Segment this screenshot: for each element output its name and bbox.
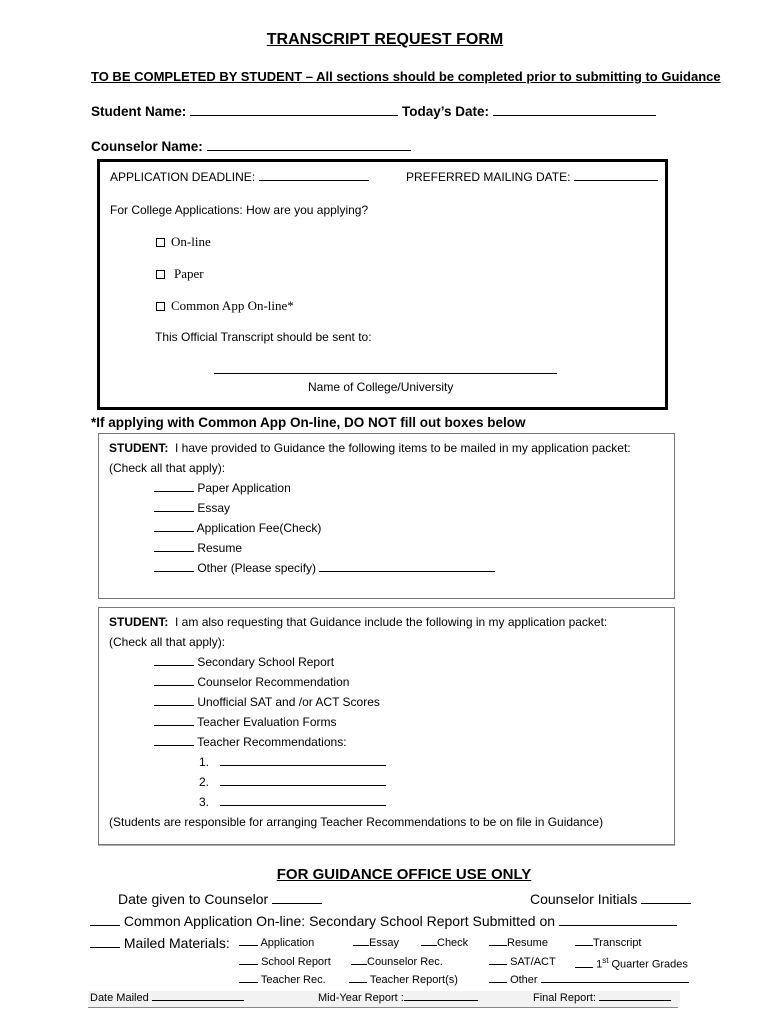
submitted-on-field[interactable] (559, 924, 677, 926)
box2-item-application-fee[interactable] (154, 521, 321, 535)
gm-label: Teacher Rec. (260, 974, 326, 986)
box3-item-secondary-report[interactable] (154, 655, 334, 669)
final-report-row (533, 992, 671, 1004)
teacher-rec-2[interactable] (199, 775, 386, 789)
date-mailed-label: Date Mailed (90, 992, 149, 1004)
box3-student-label: STUDENT: (109, 615, 169, 629)
teacher-rec-1-field[interactable] (220, 764, 386, 766)
gm-label: Resume (507, 937, 548, 949)
box2-check-all: (Check all that apply): (109, 461, 226, 475)
box2-blank[interactable] (154, 570, 194, 572)
box3-blank[interactable] (154, 744, 194, 746)
box2-item-other[interactable] (154, 561, 495, 575)
gm-label: Other (510, 974, 538, 986)
box2-item-resume[interactable] (154, 541, 242, 555)
box3-item-sat-act[interactable] (154, 695, 380, 709)
gm-blank[interactable] (575, 966, 593, 968)
counselor-initials-field[interactable] (641, 902, 691, 904)
other-specify-field[interactable] (319, 570, 495, 572)
gm-teacher-rec[interactable] (239, 974, 326, 986)
box2-blank[interactable] (154, 530, 194, 532)
gm-label: Transcript (593, 937, 642, 949)
gm-label: Check (437, 937, 469, 949)
mid-year-label: Mid-Year Report : (318, 992, 404, 1004)
mailed-materials-label: Mailed Materials: (123, 935, 230, 951)
gm-quarter-grades[interactable] (575, 956, 688, 971)
option-common-app[interactable] (156, 298, 294, 314)
box2-blank[interactable] (154, 510, 194, 512)
box2-intro-text: I have provided to Guidance the following items to be mailed in my application packet: (175, 441, 631, 455)
mailed-check-field[interactable] (90, 946, 120, 948)
box2-item-paper-application[interactable] (154, 481, 291, 495)
box3-blank[interactable] (154, 704, 194, 706)
final-report-field[interactable] (599, 999, 671, 1001)
gm-label: Application (260, 937, 315, 949)
box2-item-label: Paper Application (197, 481, 291, 495)
gm-blank[interactable] (351, 963, 367, 965)
box2-blank[interactable] (154, 490, 194, 492)
gm-label: Teacher Report(s) (369, 974, 458, 986)
online-checkbox[interactable] (156, 238, 165, 247)
counselor-initials-row (530, 891, 691, 907)
box2-item-essay[interactable] (154, 501, 230, 515)
counselor-initials-label: Counselor Initials (530, 891, 638, 907)
gm-sat-act[interactable] (489, 956, 556, 968)
gm-label: Essay (369, 937, 399, 949)
gm-resume[interactable] (489, 937, 548, 949)
gm-blank[interactable] (575, 944, 593, 946)
gm-blank[interactable] (489, 944, 507, 946)
deadline-field[interactable] (259, 179, 369, 181)
college-label: Name of College/University (308, 380, 454, 394)
preferred-mailing-label: PREFERRED MAILING DATE: (406, 170, 571, 184)
counselor-name-row (91, 139, 411, 154)
gm-quarter-sup: st (602, 956, 609, 965)
teacher-rec-3-field[interactable] (220, 804, 386, 806)
option-paper[interactable] (156, 266, 204, 282)
gm-blank[interactable] (353, 944, 369, 946)
option-paper-label: Paper (174, 266, 204, 281)
box3-intro-text: I am also requesting that Guidance include the following in my application packet: (175, 615, 608, 629)
common-app-check-field[interactable] (90, 924, 120, 926)
gm-essay[interactable] (353, 937, 399, 949)
box2-item-label: Essay (197, 501, 231, 515)
box3-item-counselor-rec[interactable] (154, 675, 349, 689)
box3-item-label: Secondary School Report (197, 655, 335, 669)
common-app-submitted-label: Common Application On-line: Secondary School Report Submitted on (123, 913, 556, 929)
footer-line (88, 1007, 678, 1008)
mailed-materials-row (90, 935, 230, 951)
student-name-label: Student Name: (91, 104, 187, 119)
gm-counselor-rec[interactable] (351, 956, 443, 968)
counselor-name-label: Counselor Name: (91, 139, 203, 154)
final-report-label: Final Report: (533, 992, 596, 1004)
gm-label: SAT/ACT (510, 956, 556, 968)
todays-date-row (402, 104, 656, 119)
box3-check-all: (Check all that apply): (109, 635, 226, 649)
box3-blank[interactable] (154, 724, 194, 726)
option-common-app-label: Common App On-line* (171, 298, 294, 313)
teacher-rec-2-field[interactable] (220, 784, 386, 786)
teacher-rec-number: 3. (199, 795, 210, 809)
mid-year-field[interactable] (404, 999, 478, 1001)
common-app-note: *If applying with Common App On-line, DO NOT fill out boxes below (91, 415, 526, 430)
deadline-row (110, 170, 369, 184)
box3-divider (98, 839, 675, 846)
gm-school-report[interactable] (239, 956, 331, 968)
option-online[interactable] (156, 234, 211, 250)
box2-item-label: Application Fee(Check) (196, 521, 322, 535)
gm-blank[interactable] (239, 963, 258, 965)
teacher-rec-1[interactable] (199, 755, 386, 769)
todays-date-label: Today’s Date: (402, 104, 490, 119)
date-given-label: Date given to Counselor (118, 891, 269, 907)
box3-item-teacher-recs[interactable] (154, 735, 347, 749)
mid-year-row (318, 992, 478, 1004)
date-given-field[interactable] (272, 902, 322, 904)
box3-item-label: Teacher Recommendations: (197, 735, 347, 749)
option-online-label: On-line (171, 234, 211, 249)
box3-blank[interactable] (154, 684, 194, 686)
gm-teacher-reports[interactable] (349, 974, 458, 986)
box2-intro (109, 441, 631, 455)
student-name-field[interactable] (190, 114, 398, 116)
teacher-rec-3[interactable] (199, 795, 386, 809)
common-app-checkbox[interactable] (156, 302, 165, 311)
how-applying-text: For College Applications: How are you applying? (110, 203, 369, 217)
gm-blank[interactable] (239, 981, 258, 983)
gm-blank[interactable] (489, 963, 507, 965)
common-app-submitted-row (90, 913, 677, 929)
gm-blank[interactable] (421, 944, 437, 946)
gm-blank[interactable] (489, 981, 507, 983)
date-given-row (118, 891, 322, 907)
box2-item-label: Resume (197, 541, 243, 555)
gm-application[interactable] (239, 937, 314, 949)
college-field[interactable] (214, 373, 557, 374)
gm-quarter-num: 1 (596, 958, 603, 971)
gm-blank[interactable] (239, 944, 258, 946)
teacher-rec-number: 2. (199, 775, 210, 789)
form-title: TRANSCRIPT REQUEST FORM (266, 31, 504, 48)
box3-intro (109, 615, 607, 629)
box3-item-label: Counselor Recommendation (197, 675, 350, 689)
box3-item-teacher-eval[interactable] (154, 715, 337, 729)
teacher-rec-number: 1. (199, 755, 210, 769)
guidance-title: FOR GUIDANCE OFFICE USE ONLY (276, 866, 532, 883)
gm-other[interactable] (489, 974, 689, 986)
student-name-row (91, 104, 398, 119)
paper-checkbox[interactable] (156, 270, 165, 279)
sent-to-text: This Official Transcript should be sent to: (155, 330, 372, 344)
box2-item-label: Other (Please specify) (197, 561, 317, 575)
gm-other-field[interactable] (541, 981, 689, 983)
todays-date-field[interactable] (493, 114, 656, 116)
gm-check[interactable] (421, 937, 468, 949)
preferred-mailing-row (406, 170, 658, 184)
preferred-mailing-field[interactable] (574, 179, 658, 181)
gm-transcript[interactable] (575, 937, 642, 949)
date-mailed-field[interactable] (152, 999, 244, 1001)
gm-label: Quarter Grades (611, 958, 688, 971)
student-instruction: TO BE COMPLETED BY STUDENT – All sections should be completed prior to submitting to Guidance (91, 69, 721, 84)
gm-label: School Report (261, 956, 331, 968)
date-mailed-row (90, 992, 244, 1004)
gm-label: Counselor Rec. (367, 956, 443, 968)
box3-note: (Students are responsible for arranging Teacher Recommendations to be on file in Guidance) (109, 815, 604, 829)
box2-blank[interactable] (154, 550, 194, 552)
box2-student-label: STUDENT: (109, 441, 169, 455)
deadline-label: APPLICATION DEADLINE: (110, 170, 256, 184)
counselor-name-field[interactable] (207, 149, 411, 151)
gm-blank[interactable] (349, 981, 367, 983)
box3-item-label: Unofficial SAT and /or ACT Scores (197, 695, 380, 709)
box3-blank[interactable] (154, 664, 194, 666)
box3-item-label: Teacher Evaluation Forms (197, 715, 337, 729)
